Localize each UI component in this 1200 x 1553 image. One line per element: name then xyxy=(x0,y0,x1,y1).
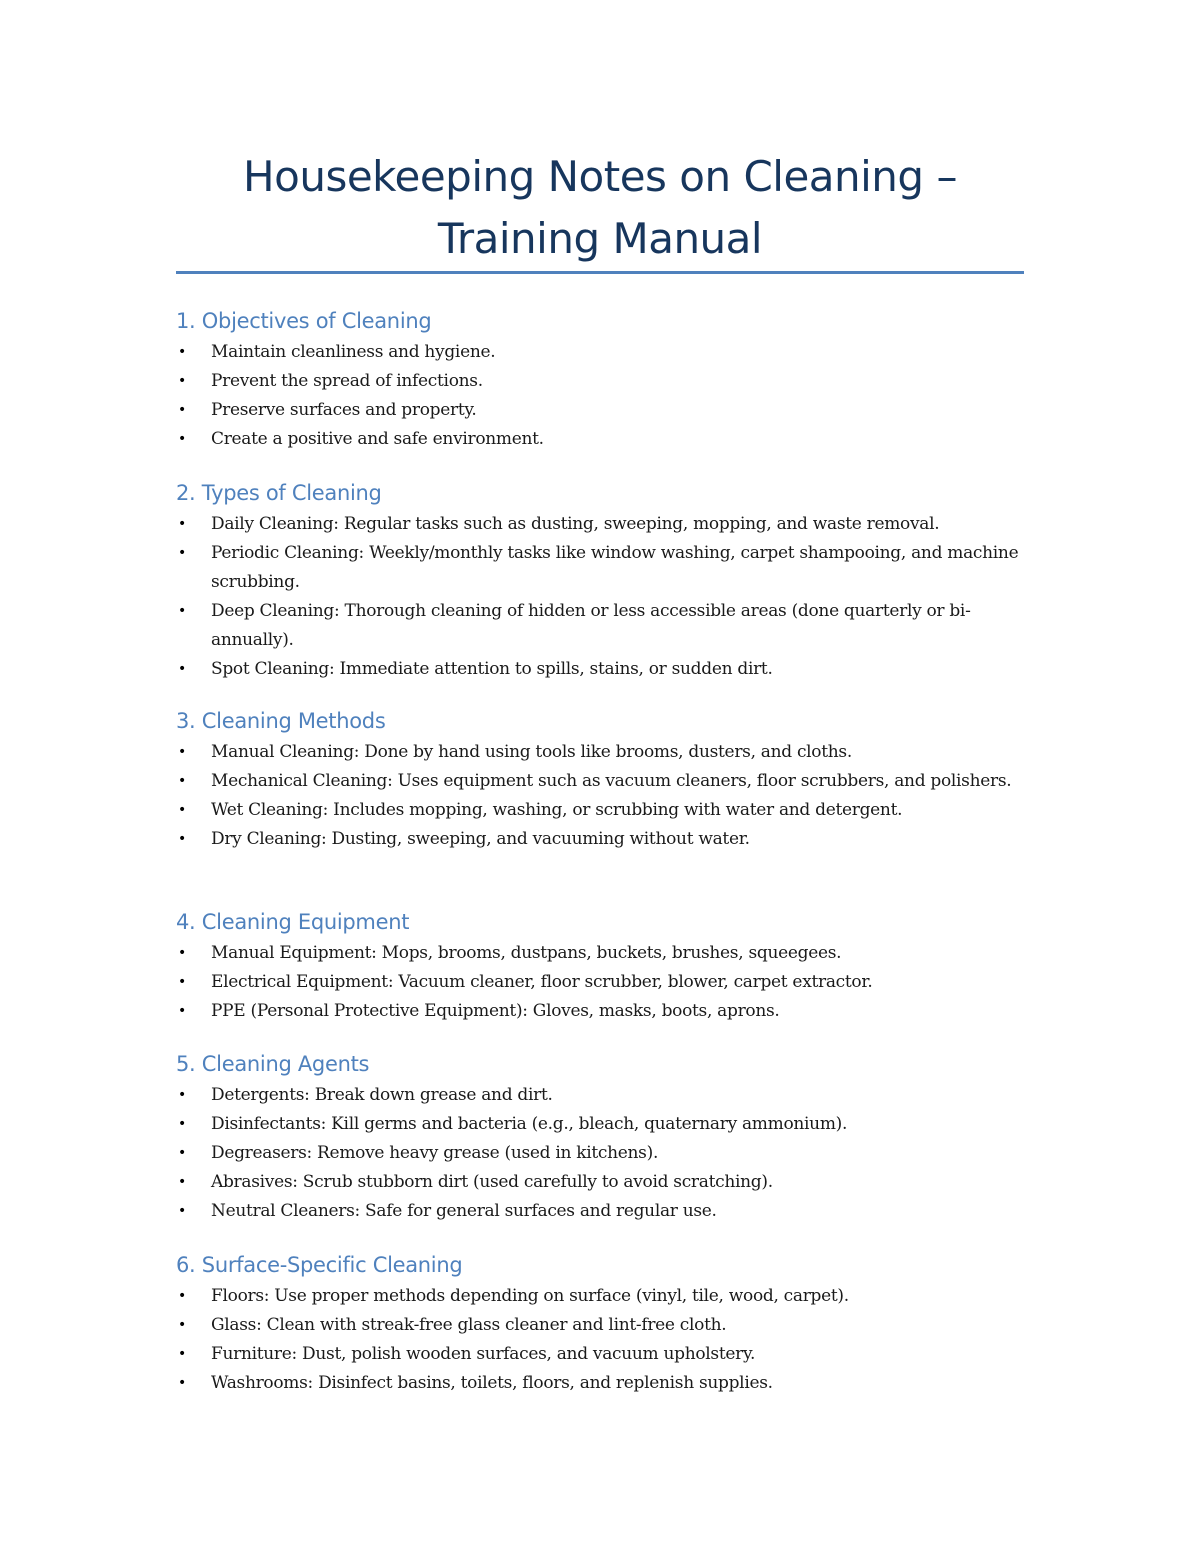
list-item xyxy=(176,655,1036,684)
bullet-icon: • xyxy=(178,545,186,561)
list-item-text: Daily Cleaning: Regular tasks such as dusting, sweeping, mopping, and waste removal. xyxy=(211,514,940,534)
section-heading: 1. Objectives of Cleaning xyxy=(176,309,432,333)
bullet-icon: • xyxy=(178,1087,186,1103)
section-types xyxy=(176,478,1036,684)
list-item xyxy=(176,597,1036,655)
bullet-icon: • xyxy=(178,1288,186,1304)
list-item-text: Mechanical Cleaning: Uses equipment such as vacuum cleaners, floor scrubbers, and polishers. xyxy=(211,771,1012,791)
list-item-text: Disinfectants: Kill germs and bacteria (e.g., bleach, quaternary ammonium). xyxy=(211,1114,848,1134)
section-heading: 3. Cleaning Methods xyxy=(176,709,386,733)
list-item-text: Wet Cleaning: Includes mopping, washing, or scrubbing with water and detergent. xyxy=(211,800,903,820)
bullet-list xyxy=(176,738,1036,854)
list-item xyxy=(176,767,1036,796)
list-item-text: Maintain cleanliness and hygiene. xyxy=(211,342,496,362)
list-item xyxy=(176,1081,1036,1110)
list-item-text: Degreasers: Remove heavy grease (used in kitchens). xyxy=(211,1143,659,1163)
list-item-text: PPE (Personal Protective Equipment): Gloves, masks, boots, aprons. xyxy=(211,1001,780,1021)
list-item-text: Furniture: Dust, polish wooden surfaces, and vacuum upholstery. xyxy=(211,1344,756,1364)
section-agents xyxy=(176,1049,1036,1226)
section-heading: 4. Cleaning Equipment xyxy=(176,910,410,934)
bullet-list xyxy=(176,939,1036,1026)
list-item-text: Spot Cleaning: Immediate attention to spills, stains, or sudden dirt. xyxy=(211,659,773,679)
list-item xyxy=(176,396,1036,425)
title-underline-rule xyxy=(176,271,1024,274)
bullet-list xyxy=(176,1282,1036,1398)
bullet-icon: • xyxy=(178,773,186,789)
title-line-1: Housekeeping Notes on Cleaning – xyxy=(243,152,957,201)
list-item xyxy=(176,997,1036,1026)
bullet-icon: • xyxy=(178,344,186,360)
bullet-icon: • xyxy=(178,431,186,447)
list-item-text: Manual Equipment: Mops, brooms, dustpans, buckets, brushes, squeegees. xyxy=(211,943,842,963)
bullet-icon: • xyxy=(178,1203,186,1219)
list-item xyxy=(176,1139,1036,1168)
list-item-text: Glass: Clean with streak-free glass cleaner and lint-free cloth. xyxy=(211,1315,727,1335)
bullet-icon: • xyxy=(178,402,186,418)
list-item xyxy=(176,539,1036,597)
title-line-2: Training Manual xyxy=(437,214,763,263)
list-item xyxy=(176,1340,1036,1369)
list-item xyxy=(176,1369,1036,1398)
section-methods xyxy=(176,706,1036,854)
document-title xyxy=(176,146,1024,270)
section-objectives xyxy=(176,306,1036,454)
list-item-text: Washrooms: Disinfect basins, toilets, floors, and replenish supplies. xyxy=(211,1373,773,1393)
list-item-text: Create a positive and safe environment. xyxy=(211,429,544,449)
list-item xyxy=(176,510,1036,539)
bullet-icon: • xyxy=(178,1375,186,1391)
list-item-text: Manual Cleaning: Done by hand using tools like brooms, dusters, and cloths. xyxy=(211,742,852,762)
bullet-icon: • xyxy=(178,516,186,532)
list-item-text: Detergents: Break down grease and dirt. xyxy=(211,1085,553,1105)
list-item xyxy=(176,968,1036,997)
list-item xyxy=(176,338,1036,367)
bullet-icon: • xyxy=(178,1174,186,1190)
section-heading: 2. Types of Cleaning xyxy=(176,481,382,505)
bullet-icon: • xyxy=(178,661,186,677)
bullet-icon: • xyxy=(178,831,186,847)
list-item xyxy=(176,1197,1036,1226)
list-item-text: Abrasives: Scrub stubborn dirt (used carefully to avoid scratching). xyxy=(211,1172,773,1192)
bullet-icon: • xyxy=(178,603,186,619)
list-item-text: Neutral Cleaners: Safe for general surfaces and regular use. xyxy=(211,1201,717,1221)
bullet-icon: • xyxy=(178,802,186,818)
bullet-icon: • xyxy=(178,1145,186,1161)
list-item-text: Deep Cleaning: Thorough cleaning of hidden or less accessible areas (done quarterly or bi-annually). xyxy=(211,601,971,650)
bullet-list xyxy=(176,510,1036,684)
list-item-text: Periodic Cleaning: Weekly/monthly tasks like window washing, carpet shampooing, and machine scrubbing. xyxy=(211,543,1019,592)
list-item xyxy=(176,1110,1036,1139)
list-item xyxy=(176,1168,1036,1197)
section-heading: 6. Surface-Specific Cleaning xyxy=(176,1253,463,1277)
list-item xyxy=(176,1282,1036,1311)
bullet-icon: • xyxy=(178,1346,186,1362)
list-item xyxy=(176,796,1036,825)
bullet-icon: • xyxy=(178,1317,186,1333)
list-item xyxy=(176,425,1036,454)
list-item-text: Preserve surfaces and property. xyxy=(211,400,477,420)
list-item xyxy=(176,825,1036,854)
section-surface-specific xyxy=(176,1250,1036,1398)
bullet-icon: • xyxy=(178,744,186,760)
section-heading: 5. Cleaning Agents xyxy=(176,1052,370,1076)
bullet-list xyxy=(176,338,1036,454)
list-item xyxy=(176,738,1036,767)
list-item-text: Prevent the spread of infections. xyxy=(211,371,483,391)
section-equipment xyxy=(176,907,1036,1026)
bullet-icon: • xyxy=(178,1003,186,1019)
list-item xyxy=(176,1311,1036,1340)
bullet-icon: • xyxy=(178,945,186,961)
list-item-text: Electrical Equipment: Vacuum cleaner, floor scrubber, blower, carpet extractor. xyxy=(211,972,873,992)
list-item xyxy=(176,939,1036,968)
bullet-icon: • xyxy=(178,1116,186,1132)
bullet-icon: • xyxy=(178,974,186,990)
bullet-icon: • xyxy=(178,373,186,389)
list-item xyxy=(176,367,1036,396)
bullet-list xyxy=(176,1081,1036,1226)
list-item-text: Dry Cleaning: Dusting, sweeping, and vacuuming without water. xyxy=(211,829,750,849)
list-item-text: Floors: Use proper methods depending on surface (vinyl, tile, wood, carpet). xyxy=(211,1286,849,1306)
